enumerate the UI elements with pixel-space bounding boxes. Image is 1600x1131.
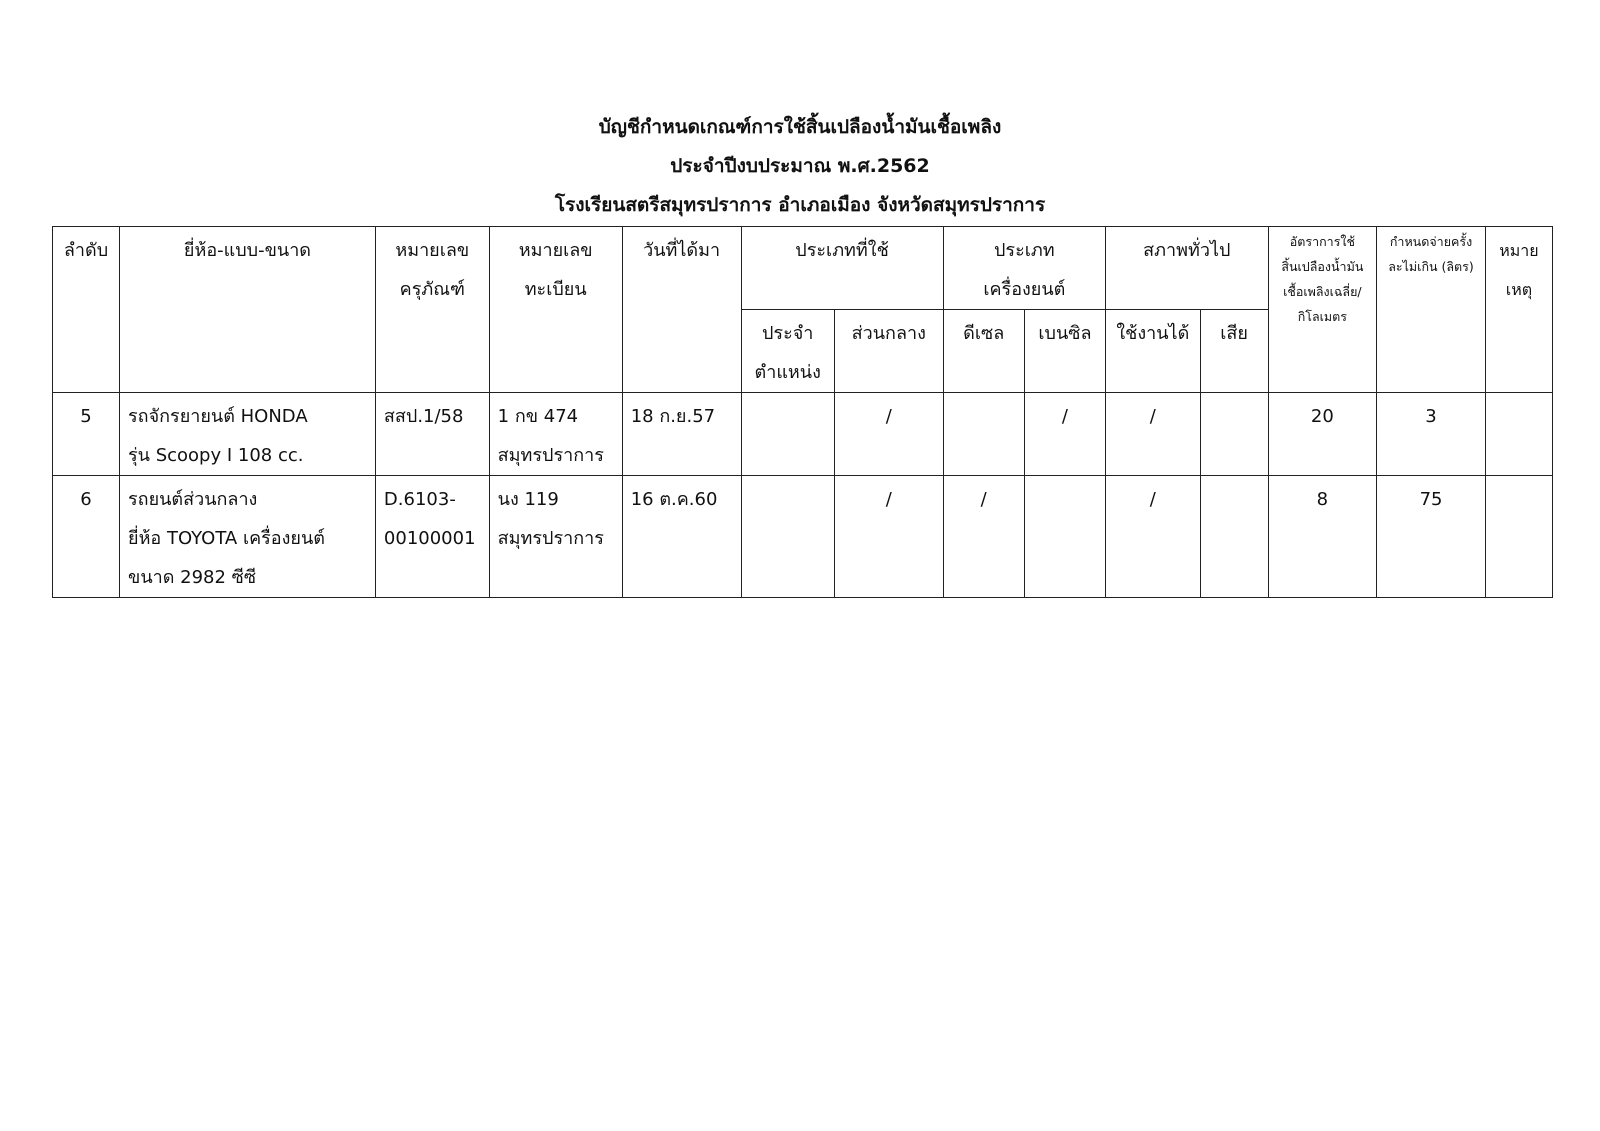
header-rate: อัตราการใช้ สิ้นเปลืองน้ำมัน เชื้อเพลิงเฉลี่ย/ กิโลเมตร (1268, 227, 1377, 393)
cell-limit: 3 (1377, 393, 1486, 476)
cell-brand: รถยนต์ส่วนกลาง ยี่ห้อ TOYOTA เครื่องยนต์ ขนาด 2982 ซีซี (120, 476, 376, 598)
header-engine-benzine: เบนซิล (1024, 310, 1105, 393)
cell-usage-position (741, 393, 834, 476)
header-order: ลำดับ (53, 227, 120, 393)
title-line-1: บัญชีกำหนดเกณฑ์การใช้สิ้นเปลืองน้ำมันเชื้อเพลิง (598, 116, 1002, 138)
cell-reg-no: นง 119 สมุทรปราการ (489, 476, 622, 598)
header-usage-position: ประจำ ตำแหน่ง (741, 310, 834, 393)
fuel-allowance-table (52, 226, 1553, 598)
header-engine-type: ประเภท เครื่องยนต์ (943, 227, 1105, 310)
cell-engine-benzine (1024, 476, 1105, 598)
header-row-1 (53, 227, 1553, 310)
cell-usage-position (741, 476, 834, 598)
cell-rate: 20 (1268, 393, 1377, 476)
cell-asset-no: D.6103- 00100001 (375, 476, 489, 598)
header-asset-no: หมายเลข ครุภัณฑ์ (375, 227, 489, 393)
cell-reg-no: 1 กข 474 สมุทรปราการ (489, 393, 622, 476)
cell-condition-broken (1200, 476, 1268, 598)
cell-date: 18 ก.ย.57 (622, 393, 741, 476)
cell-date: 16 ต.ค.60 (622, 476, 741, 598)
header-usage-central: ส่วนกลาง (834, 310, 943, 393)
header-condition: สภาพทั่วไป (1106, 227, 1268, 310)
cell-rate: 8 (1268, 476, 1377, 598)
cell-engine-diesel: / (943, 476, 1024, 598)
title-line-2: ประจำปีงบประมาณ พ.ศ.2562 (670, 155, 930, 177)
cell-brand: รถจักรยายนต์ HONDA รุ่น Scoopy I 108 cc. (120, 393, 376, 476)
cell-usage-central: / (834, 393, 943, 476)
cell-condition-broken (1200, 393, 1268, 476)
cell-order: 6 (53, 476, 120, 598)
header-condition-broken: เสีย (1200, 310, 1268, 393)
document-title (0, 108, 1600, 225)
table-row (53, 393, 1553, 476)
header-engine-diesel: ดีเซล (943, 310, 1024, 393)
cell-engine-diesel (943, 393, 1024, 476)
cell-condition-ok: / (1106, 393, 1200, 476)
cell-remark (1485, 476, 1552, 598)
title-line-3: โรงเรียนสตรีสมุทรปราการ อำเภอเมือง จังหวัดสมุทรปราการ (554, 194, 1046, 216)
cell-order: 5 (53, 393, 120, 476)
header-remark: หมาย เหตุ (1485, 227, 1552, 393)
header-usage-type: ประเภทที่ใช้ (741, 227, 943, 310)
cell-asset-no: สสป.1/58 (375, 393, 489, 476)
header-reg-no: หมายเลข ทะเบียน (489, 227, 622, 393)
cell-limit: 75 (1377, 476, 1486, 598)
cell-usage-central: / (834, 476, 943, 598)
cell-engine-benzine: / (1024, 393, 1105, 476)
header-limit: กำหนดจ่ายครั้ง ละไม่เกิน (ลิตร) (1377, 227, 1486, 393)
cell-remark (1485, 393, 1552, 476)
header-condition-ok: ใช้งานได้ (1106, 310, 1200, 393)
header-brand: ยี่ห้อ-แบบ-ขนาด (120, 227, 376, 393)
header-date: วันที่ได้มา (622, 227, 741, 393)
cell-condition-ok: / (1106, 476, 1200, 598)
table-row (53, 476, 1553, 598)
